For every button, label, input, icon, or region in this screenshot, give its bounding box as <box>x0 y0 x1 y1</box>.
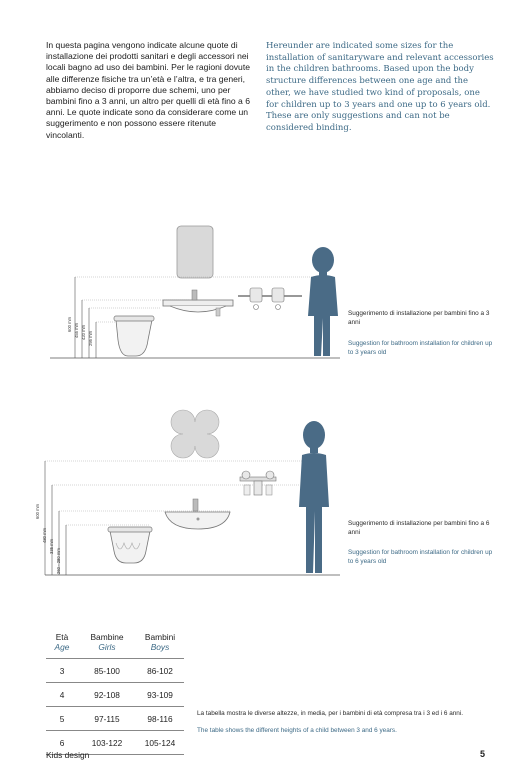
caption-6yrs-english: Suggestion for bathroom installation for children up to 6 years old <box>348 549 493 565</box>
page-number: 5 <box>480 749 486 759</box>
caption-6yrs-italian: Suggerimento di installazione per bambini fino a 6 anni <box>348 520 490 536</box>
washbasin-icon <box>165 499 230 529</box>
dim-label: 455 mm <box>74 322 79 338</box>
mirror-icon <box>171 410 219 458</box>
toilet-icon <box>114 316 154 356</box>
header-age: Età Age <box>54 632 70 652</box>
intro-italian: In questa pagina vengono indicate alcune quote di installazione dei prodotti sanitari e degli accessori nei locali bagno ad uso dei bambini. Per le ragioni dovute alle differenze fisiche tra un’età e l’altra, e tra generi, abbiamo deciso di proporre due schemi, uno per bambini fino a 3 anni, un altro per quelli di età fino a 6 anni. Le quote indicate sono da considerare come un suggerimento e non possono essere ritenute vincolanti. <box>46 40 250 140</box>
table-row: 4 92-108 93-109 <box>46 683 184 707</box>
child-3yrs-icon <box>308 247 338 356</box>
intro-english: Hereunder are indicated some sizes for the installation of sanitaryware and relevant accessories in the children bathrooms. Based upon the body structure differences between one age and the other, we have studied two kind of proposals, one for children up to 3 years and one up to 6 years old. These are only suggestions and can not be considered binding. <box>266 41 494 133</box>
child-6yrs-icon <box>299 421 329 573</box>
mirror-icon <box>177 226 213 278</box>
table-row: 3 85-100 86-102 <box>46 659 184 683</box>
diagram-6-years <box>40 405 340 580</box>
toilet-icon <box>108 527 152 563</box>
table-note-english: The table shows the different heights of a child between 3 and 6 years. <box>197 727 397 734</box>
table-row: 5 97-115 98-116 <box>46 707 184 731</box>
tap-fixture-icon <box>238 288 302 310</box>
footer-title: Kids design <box>46 750 90 760</box>
dim-label: 600 mm <box>35 503 40 519</box>
caption-3yrs-english: Suggestion for bathroom installation for children up to 3 years old <box>348 340 493 356</box>
header-boys: Bambini Boys <box>144 632 176 652</box>
dim-label: 600 mm <box>67 316 72 332</box>
header-girls: Bambine Girls <box>90 632 124 652</box>
dim-label: 480 mm <box>42 527 47 543</box>
caption-3yrs-italian: Suggerimento di installazione per bambini fino a 3 anni <box>348 310 490 326</box>
dim-label: 295 mm <box>88 330 93 346</box>
table-note-italian: La tabella mostra le diverse altezze, in media, per i bambini di età compresa tra i 3 ed i 6 anni. <box>197 710 464 717</box>
dim-label: 420 mm <box>81 324 86 340</box>
washbasin-icon <box>163 290 233 316</box>
table-row: 6 103-122 105-124 <box>46 731 184 755</box>
height-table <box>46 632 184 755</box>
dim-label: 260 - 280 mm <box>56 548 61 574</box>
tap-fixture-icon <box>240 471 276 495</box>
dim-label: 335 mm <box>49 538 54 554</box>
diagram-3-years <box>40 220 340 365</box>
